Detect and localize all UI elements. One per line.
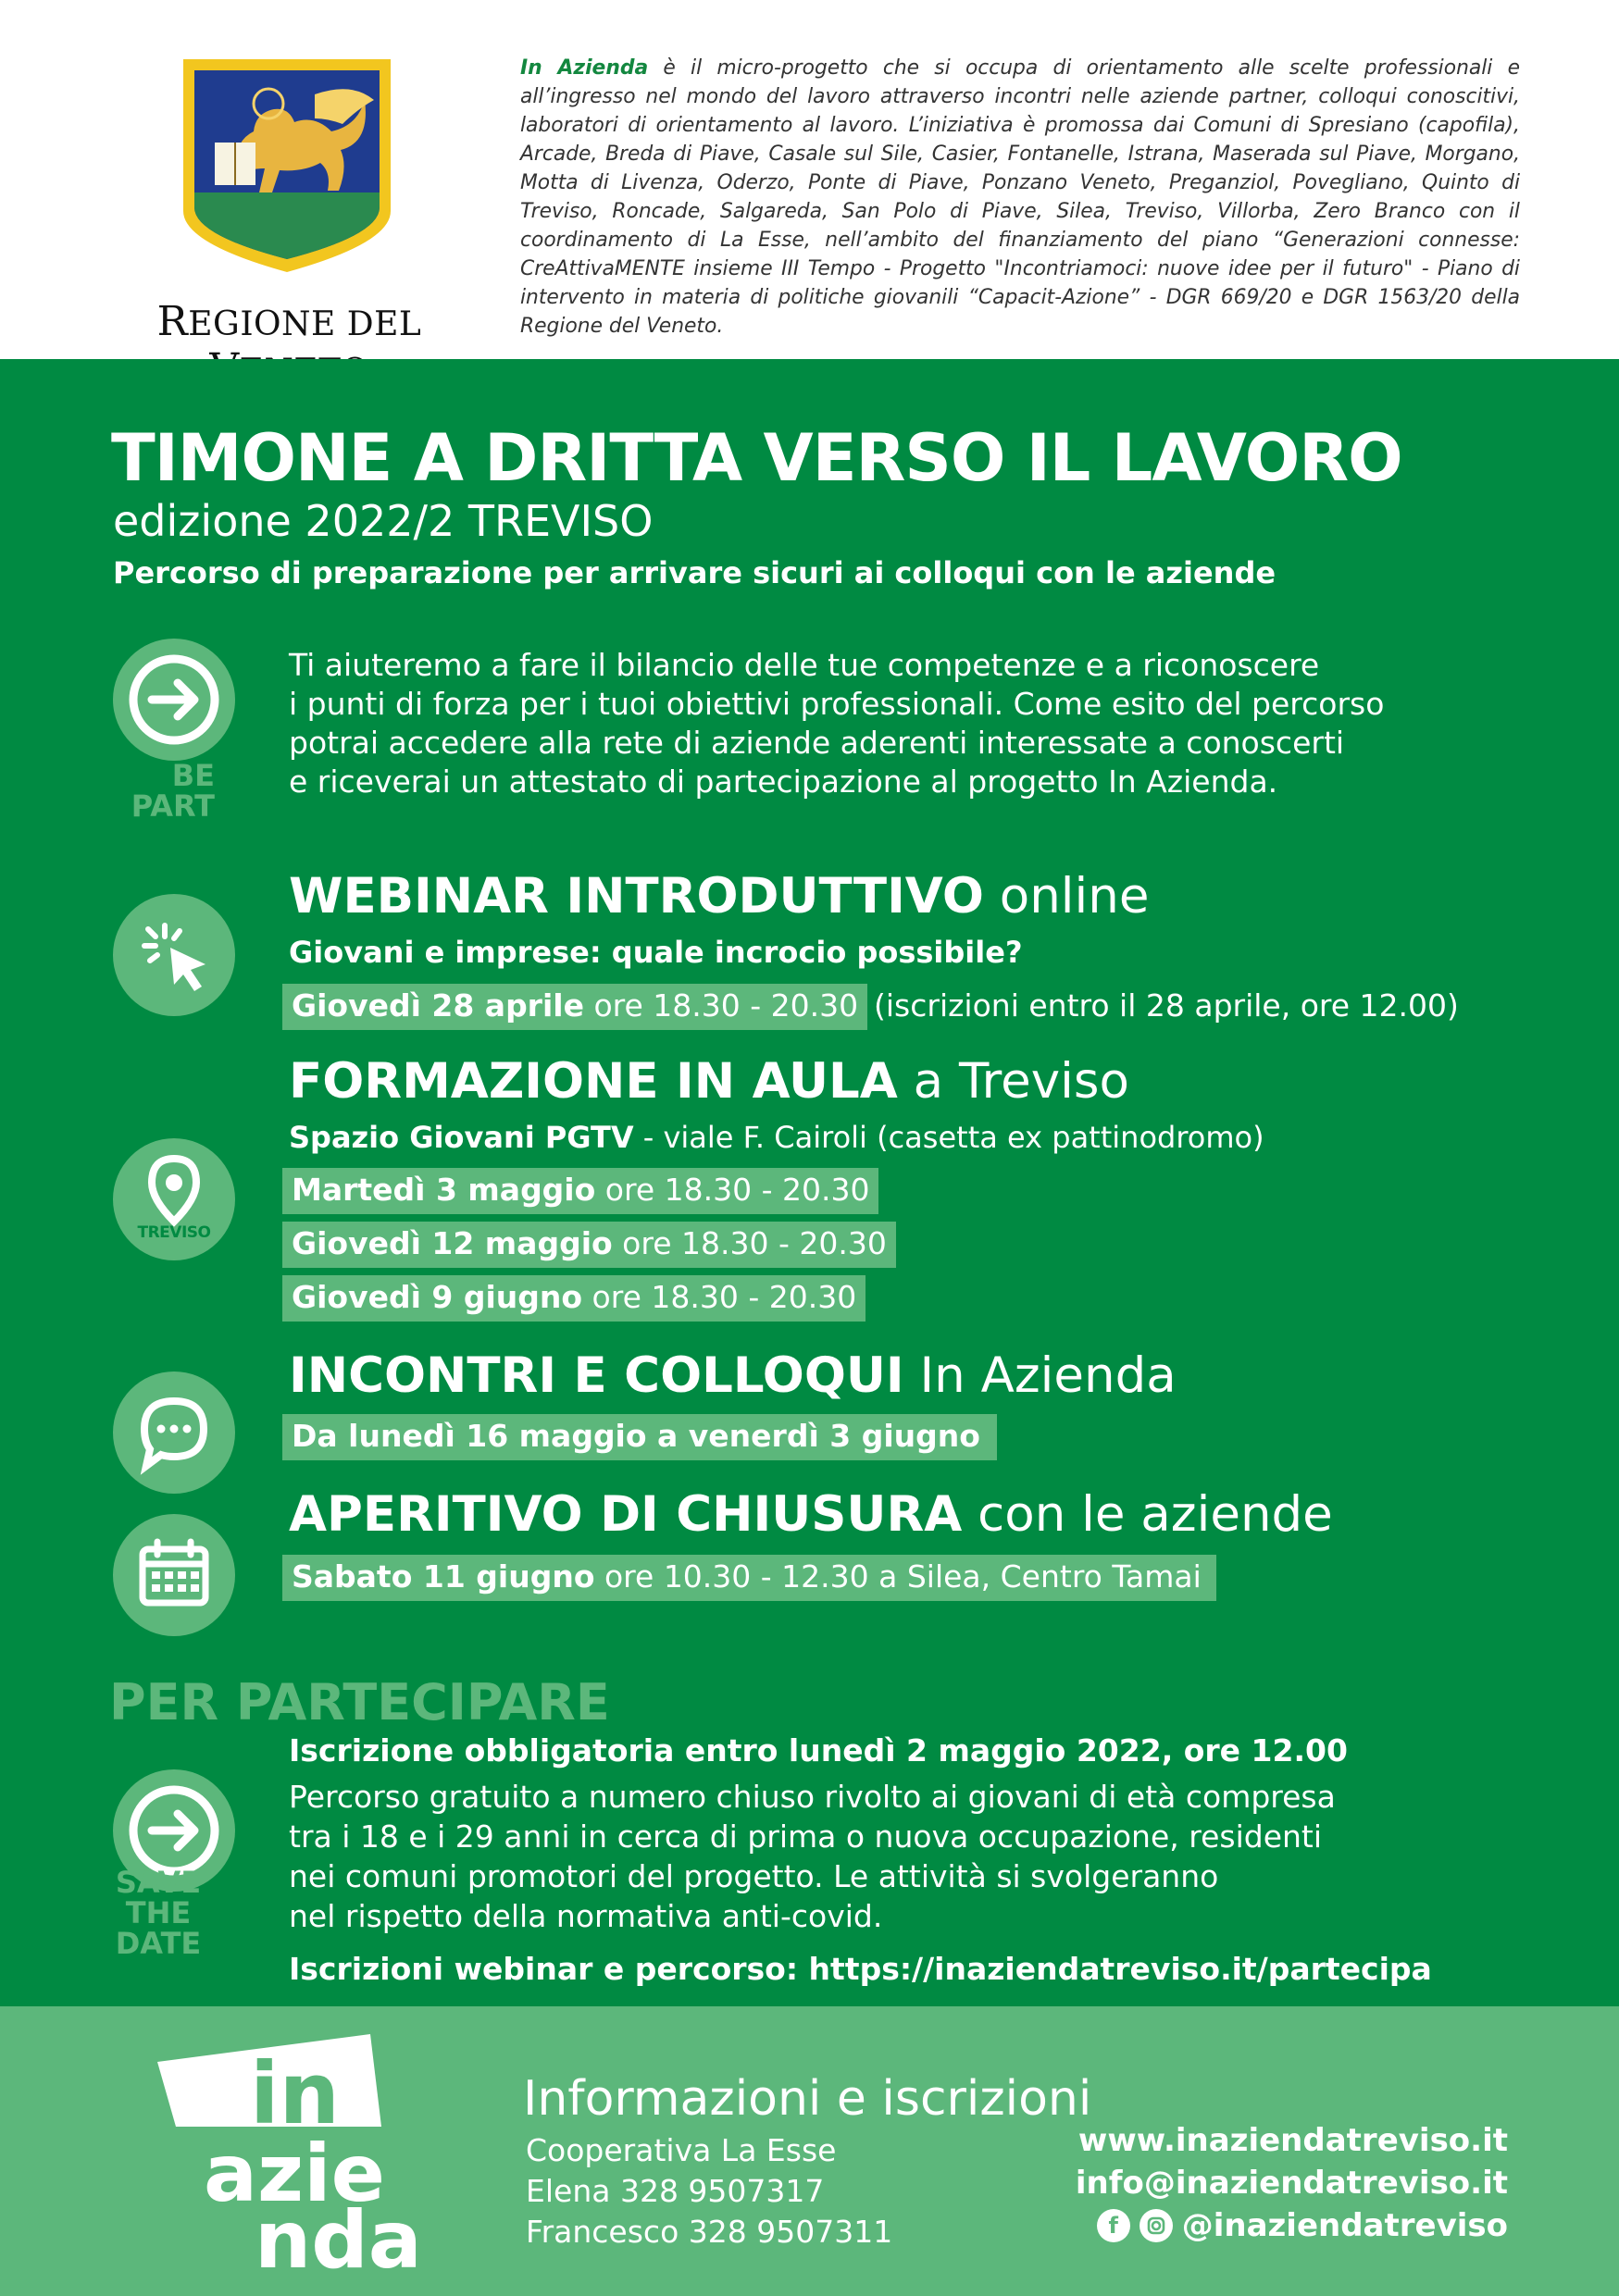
registration-deadline: Iscrizione obbligatoria entro lunedì 2 maggio 2022, ore 12.00 — [289, 1732, 1348, 1769]
main-section — [0, 359, 1619, 2006]
facebook-icon[interactable]: f — [1097, 2209, 1130, 2242]
treviso-icon-caption: TREVISO — [137, 1223, 211, 1242]
partecipare-title: PER PARTECIPARE — [109, 1673, 610, 1731]
intro-paragraph — [520, 54, 1520, 341]
incontri-period: Da lunedì 16 maggio a venerdì 3 giugno — [282, 1414, 997, 1460]
contact-links — [1076, 2119, 1508, 2247]
info-contacts: Cooperativa La Esse Elena 328 9507317 Francesco 328 9507311 — [526, 2132, 893, 2250]
regione-veneto-crest-logo — [176, 54, 398, 276]
aperitivo-title: APERITIVO DI CHIUSURA con le aziende — [289, 1486, 1333, 1543]
click-cursor-icon — [113, 894, 235, 1016]
region-name: REGIONE DEL — [156, 298, 422, 345]
calendar-icon — [113, 1514, 235, 1636]
arrow-right-icon — [113, 639, 235, 761]
social-handle[interactable]: @inaziendatreviso — [1181, 2207, 1508, 2244]
webinar-date: Giovedì 28 aprile ore 18.30 - 20.30 — [282, 984, 867, 1030]
intro-accent: In Azienda — [520, 56, 649, 80]
in-azienda-logo — [139, 2025, 454, 2275]
svg-text:in: in — [250, 2044, 341, 2143]
formazione-place: Spazio Giovani PGTV - viale F. Cairoli (casetta ex pattinodromo) — [289, 1120, 1264, 1155]
webinar-subtitle: Giovani e imprese: quale incrocio possibile? — [289, 935, 1023, 970]
aperitivo-date: Sabato 11 giugno ore 10.30 - 12.30 a Silea, Centro Tamai — [282, 1555, 1216, 1601]
formazione-date: Giovedì 12 maggio ore 18.30 - 20.30 — [282, 1222, 896, 1268]
save-the-date-caption: SAVE THE DATE — [115, 1865, 202, 1961]
formazione-title: FORMAZIONE IN AULA a Treviso — [289, 1053, 1129, 1110]
be-part-caption: BE PART — [131, 758, 215, 824]
edition-label: edizione 2022/2 TREVISO — [113, 496, 654, 546]
svg-text:nda: nda — [255, 2194, 422, 2275]
instagram-icon[interactable] — [1140, 2209, 1173, 2242]
info-title: Informazioni e iscrizioni — [523, 2071, 1092, 2127]
partecipare-text: Percorso gratuito a numero chiuso rivolto ai giovani di età compresa tra i 18 e i 29 anni in cerca di prima o nuova occupazione, residenti nei comuni promotori del progetto. Le attività si svolgeranno nel rispetto della normativa anti-covid. — [289, 1779, 1336, 1934]
webinar-title: WEBINAR INTRODUTTIVO online — [289, 868, 1150, 925]
website-link[interactable]: www.inaziendatreviso.it — [1077, 2122, 1508, 2159]
footer — [0, 2006, 1619, 2296]
header — [0, 0, 1619, 359]
be-part-text: Ti aiuteremo a fare il bilancio delle tue competenze e a riconoscere i punti di forza per i tuoi obiettivi professionali. Come esito del percorso potrai accedere alla rete di aziende aderenti interessate a conoscerti e riceverai un attestato di partecipazione al progetto In Azienda. — [289, 647, 1385, 800]
page-title: TIMONE A DRITTA VERSO IL LAVORO — [111, 420, 1402, 496]
social-row — [1076, 2204, 1508, 2247]
chat-bubble-icon — [113, 1371, 235, 1494]
formazione-date: Giovedì 9 giugno ore 18.30 - 20.30 — [282, 1275, 866, 1322]
webinar-registration-note: (iscrizioni entro il 28 aprile, ore 12.00) — [874, 987, 1459, 1024]
svg-text:azie: azie — [204, 2128, 385, 2220]
email-link[interactable]: info@inaziendatreviso.it — [1075, 2165, 1508, 2202]
registration-link[interactable]: Iscrizioni webinar e percorso: https://inaziendatreviso.it/partecipa — [289, 1951, 1432, 1987]
page-subtitle: Percorso di preparazione per arrivare sicuri ai colloqui con le aziende — [113, 555, 1277, 590]
formazione-date: Martedì 3 maggio ore 18.30 - 20.30 — [282, 1168, 878, 1214]
intro-text: è il micro-progetto che si occupa di orientamento alle scelte professionali e all’ingresso nel mondo del lavoro attraverso incontri nelle aziende partner, colloqui conoscitivi, laboratori di orientamento al lavoro. L’iniziativa è promossa dai Comuni di Spresiano (capofila), Arcade, Breda di Piave, Casale sul Sile, Casier, Fontanelle, Istrana, Maserada sul Piave, Morgano, Motta di Livenza, Oderzo, Ponte di Piave, Ponzano Veneto, Preganziol, Povegliano, Quinto di Treviso, Roncade, Salgareda, San Polo di Piave, Silea, Treviso, Villorba, Zero Branco con il coordinamento di La Esse, nell’ambito del finanziamento del piano “Generazioni connesse: CreAttivaMENTE insieme III Tempo - Progetto "Incontriamoci: nuove idee per il futuro" - Piano di intervento in materia di politiche giovanili “Capacit-Azione” - DGR 669/20 e DGR 1563/20 della Regione del Veneto. — [520, 56, 1521, 338]
location-pin-icon — [113, 1138, 235, 1260]
incontri-title: INCONTRI E COLLOQUI In Azienda — [289, 1347, 1177, 1404]
